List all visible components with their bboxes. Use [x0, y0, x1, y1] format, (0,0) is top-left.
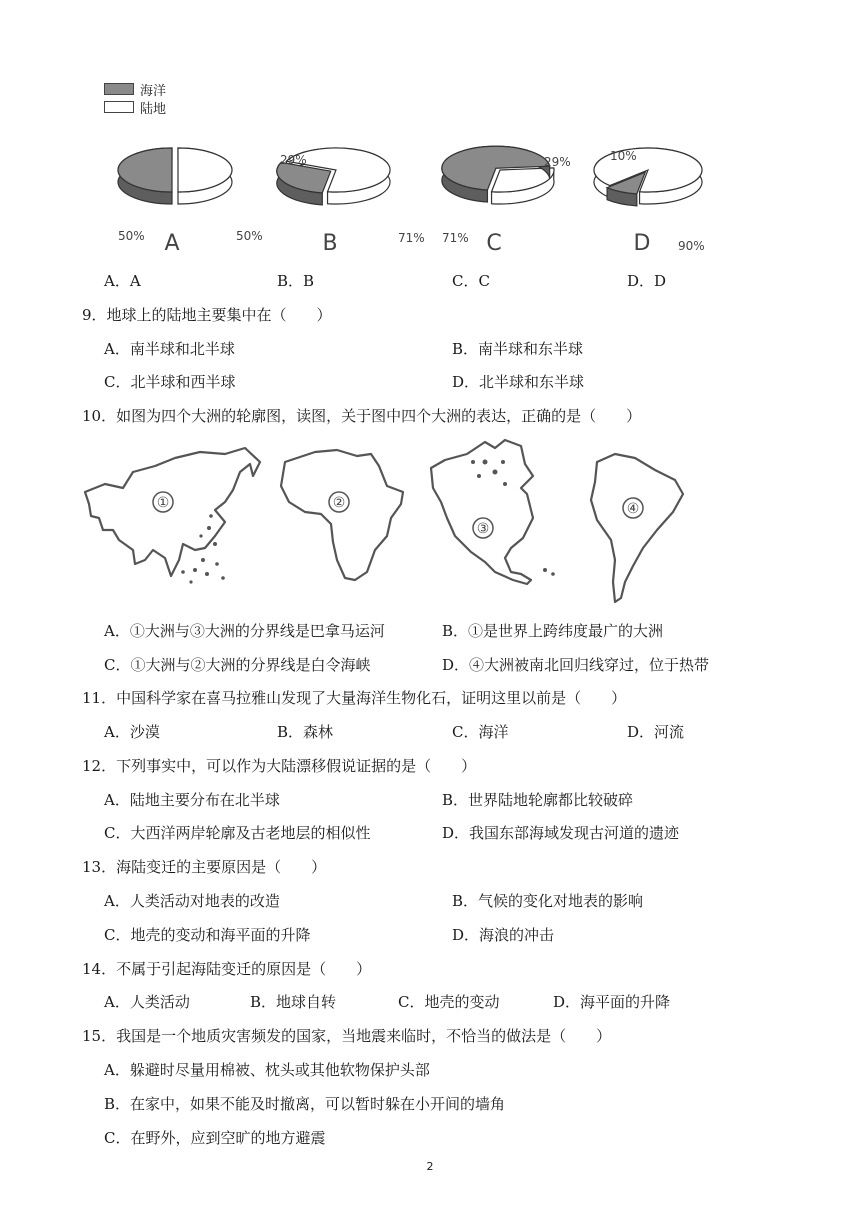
q8-option-a[interactable]: A．A	[104, 272, 141, 290]
pie-letter-label: C	[486, 231, 502, 256]
q10-stem: 10．如图为四个大洲的轮廓图，读图，关于图中四个大洲的表达，正确的是（ ）	[82, 407, 642, 425]
q11-option-d[interactable]: D．河流	[627, 723, 685, 741]
q12-option-c[interactable]: C．大西洋两岸轮廓及古老地层的相似性	[104, 824, 371, 842]
q15-option-b[interactable]: B．在家中，如果不能及时撤离，可以暂时躲在小开间的墙角	[104, 1095, 506, 1113]
land-swatch	[104, 101, 134, 113]
q13-option-a[interactable]: A．人类活动对地表的改造	[104, 892, 280, 910]
q9-option-b[interactable]: B．南半球和东半球	[452, 340, 584, 358]
q9-option-c[interactable]: C．北半球和西半球	[104, 373, 236, 391]
legend-land-label: 陆地	[140, 101, 167, 117]
pie-label-ocean: 71%	[442, 231, 469, 245]
pie-chart-b	[277, 148, 425, 256]
pie-chart-a	[118, 148, 263, 256]
q11-stem: 11．中国科学家在喜马拉雅山发现了大量海洋生物化石，证明这里以前是（ ）	[82, 689, 627, 707]
pie-label-land: 90%	[678, 239, 705, 253]
legend-land	[104, 98, 166, 116]
pie-slice-ocean	[277, 162, 331, 204]
pie-chart-c	[442, 146, 571, 256]
pie-letter-label: D	[633, 231, 651, 256]
q10-option-a[interactable]: A．①大洲与③大洲的分界线是巴拿马运河	[104, 622, 385, 640]
q14-option-b[interactable]: B．地球自转	[250, 993, 337, 1011]
q11-option-a[interactable]: A．沙漠	[104, 723, 160, 741]
page-number: 2	[426, 1160, 434, 1173]
q8-option-b[interactable]: B．B	[277, 272, 315, 290]
pie-letter-label: B	[322, 231, 338, 256]
q14-option-a[interactable]: A．人类活动	[104, 993, 190, 1011]
q15-stem: 15．我国是一个地质灾害频发的国家，当地震来临时，不恰当的做法是（ ）	[82, 1027, 612, 1045]
map-label-2: ②	[332, 495, 346, 511]
pie-label-land: 29%	[544, 155, 571, 169]
q14-option-d[interactable]: D．海平面的升降	[553, 993, 671, 1011]
q12-option-b[interactable]: B．世界陆地轮廓都比较破碎	[442, 791, 634, 809]
pie-label-ocean: 10%	[610, 149, 637, 163]
q13-option-c[interactable]: C．地壳的变动和海平面的升降	[104, 926, 311, 944]
q11-option-b[interactable]: B．森林	[277, 723, 334, 741]
pie-figure	[0, 140, 860, 265]
pie-chart-d	[594, 148, 705, 256]
pie-charts-svg	[0, 140, 860, 265]
pie-letter-label: A	[164, 231, 180, 256]
pie-label-ocean: 29%	[280, 153, 307, 167]
legend-ocean-label: 海洋	[140, 83, 167, 99]
q10-option-b[interactable]: B．①是世界上跨纬度最广的大洲	[442, 622, 664, 640]
q8-option-d[interactable]: D．D	[627, 272, 667, 290]
q15-option-c[interactable]: C．在野外，应到空旷的地方避震	[104, 1129, 326, 1147]
africa-outline	[281, 450, 403, 580]
north-america-outline	[431, 440, 533, 584]
asia-outline	[85, 448, 260, 576]
q12-option-a[interactable]: A．陆地主要分布在北半球	[104, 791, 280, 809]
q9-option-d[interactable]: D．北半球和东半球	[452, 373, 585, 391]
pie-label-land: 50%	[236, 229, 263, 243]
pie-label-land: 71%	[398, 231, 425, 245]
south-america-outline	[591, 454, 683, 602]
q9-option-a[interactable]: A．南半球和北半球	[104, 340, 235, 358]
q10-option-d[interactable]: D．④大洲被南北回归线穿过，位于热带	[442, 656, 710, 674]
q15-option-a[interactable]: A．躲避时尽量用棉被、枕头或其他软物保护头部	[104, 1061, 430, 1079]
q9-stem: 9．地球上的陆地主要集中在（ ）	[82, 306, 332, 324]
q10-option-c[interactable]: C．①大洲与②大洲的分界线是白令海峡	[104, 656, 371, 674]
legend-ocean	[104, 80, 166, 98]
map-label-1: ①	[156, 495, 170, 511]
q13-option-d[interactable]: D．海浪的冲击	[452, 926, 555, 944]
q14-stem: 14．不属于引起海陆变迁的原因是（ ）	[82, 960, 372, 978]
pie-legend	[104, 80, 166, 116]
continent-outlines-svg	[75, 432, 775, 612]
q11-option-c[interactable]: C．海洋	[452, 723, 509, 741]
q12-stem: 12．下列事实中，可以作为大陆漂移假说证据的是（ ）	[82, 757, 477, 775]
pie-slice-ocean	[118, 148, 172, 204]
q13-stem: 13．海陆变迁的主要原因是（ ）	[82, 858, 327, 876]
pie-slice-land	[492, 168, 554, 204]
ocean-swatch	[104, 83, 134, 95]
continent-maps	[75, 432, 775, 612]
q14-option-c[interactable]: C．地壳的变动	[398, 993, 500, 1011]
map-label-3: ③	[476, 521, 490, 537]
map-label-4: ④	[626, 501, 640, 517]
pie-slice-land	[178, 148, 232, 204]
pie-label-ocean: 50%	[118, 229, 145, 243]
q13-option-b[interactable]: B．气候的变化对地表的影响	[452, 892, 644, 910]
q8-option-c[interactable]: C．C	[452, 272, 490, 290]
q12-option-d[interactable]: D．我国东部海域发现古河道的遗迹	[442, 824, 680, 842]
